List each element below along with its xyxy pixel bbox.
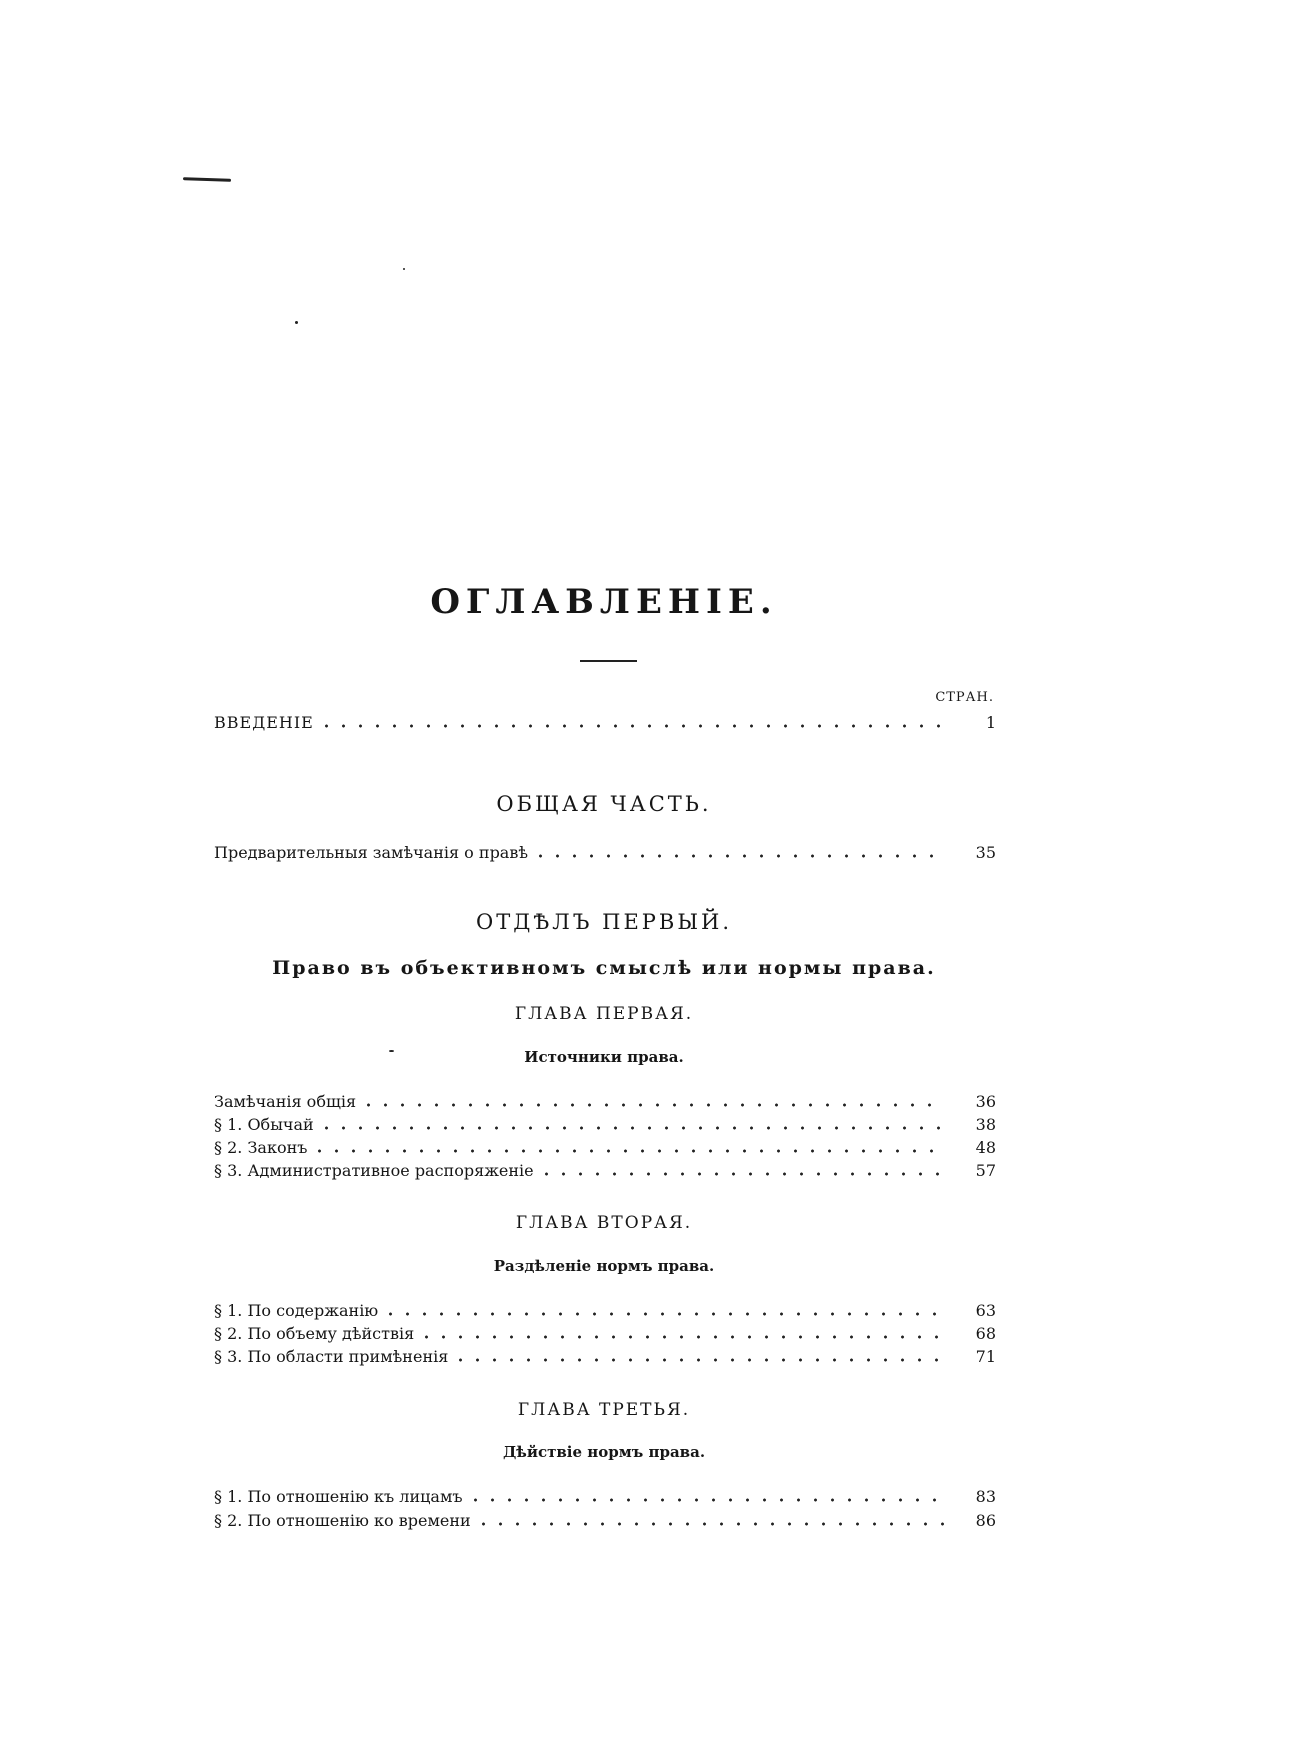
toc-entry[interactable] [214, 1110, 996, 1134]
toc-entry-page: 48 [975, 1138, 996, 1157]
title-divider [580, 660, 637, 662]
toc-entry-label: ВВЕДЕНІЕ [214, 713, 314, 732]
toc-entry-label: § 2. Законъ [214, 1138, 308, 1157]
chapter-title: ГЛАВА ПЕРВАЯ. [514, 1004, 694, 1024]
toc-entry-page: 68 [975, 1324, 996, 1343]
toc-entry-page: 83 [975, 1487, 996, 1506]
section-subtitle: Право въ объективномъ смыслѣ или нормы права. [272, 957, 936, 979]
toc-entry-label: Замѣчанія общія [214, 1092, 357, 1111]
toc-entry-page: 86 [975, 1511, 996, 1530]
print-mark-dot [403, 268, 405, 270]
dot-leader [475, 1522, 944, 1526]
page-column-header: СТРАН. [935, 690, 994, 705]
toc-entry-page: 36 [975, 1092, 996, 1111]
toc-entry[interactable] [214, 1482, 996, 1506]
chapter-title: ГЛАВА ТРЕТЬЯ. [517, 1400, 691, 1420]
toc-entry-label: § 1. По отношенію къ лицамъ [214, 1487, 463, 1506]
chapter-subtitle: Дѣйствіе нормъ права. [502, 1443, 706, 1461]
toc-entry-label: § 1. Обычай [214, 1115, 314, 1134]
chapter-subtitle: Раздѣленіе нормъ права. [493, 1257, 715, 1275]
toc-entry-label: § 1. По содержанію [214, 1301, 379, 1320]
toc-entry-page: 35 [975, 843, 996, 862]
dot-leader [360, 1103, 944, 1107]
dot-leader [382, 1312, 944, 1316]
toc-entry[interactable] [214, 1133, 996, 1157]
toc-entry[interactable] [214, 1156, 996, 1180]
dot-leader [318, 1126, 944, 1130]
dot-leader [538, 1172, 944, 1176]
toc-entry[interactable] [214, 1087, 996, 1111]
dot-leader [467, 1498, 944, 1502]
toc-entry[interactable] [214, 838, 996, 862]
toc-entry-label: § 2. По отношенію ко времени [214, 1511, 471, 1530]
dot-leader [311, 1149, 944, 1153]
toc-entry-label: § 3. Административное распоряженіе [214, 1161, 534, 1180]
dot-leader [452, 1358, 944, 1362]
toc-entry[interactable] [214, 1506, 996, 1530]
toc-entry[interactable] [214, 1296, 996, 1320]
toc-entry-page: 38 [975, 1115, 996, 1134]
toc-entry-label: § 3. По области примѣненія [214, 1347, 449, 1366]
toc-entry-page: 57 [975, 1161, 996, 1180]
toc-entry[interactable] [214, 708, 996, 732]
print-mark-dash [183, 177, 231, 182]
part-title: ОБЩАЯ ЧАСТЬ. [496, 792, 712, 816]
dot-leader [418, 1335, 944, 1339]
page-title: ОГЛАВЛЕНІЕ. [430, 582, 778, 622]
chapter-subtitle: Источники права. [524, 1048, 684, 1066]
toc-entry[interactable] [214, 1319, 996, 1343]
chapter-title: ГЛАВА ВТОРАЯ. [515, 1213, 693, 1233]
dot-leader [318, 724, 944, 728]
toc-entry[interactable] [214, 1342, 996, 1366]
toc-entry-page: 71 [975, 1347, 996, 1366]
toc-entry-page: 63 [975, 1301, 996, 1320]
print-mark-dot [295, 321, 298, 324]
section-title: ОТДѢЛЪ ПЕРВЫЙ. [475, 910, 733, 934]
toc-entry-page: 1 [985, 713, 996, 732]
dot-leader [532, 854, 944, 858]
toc-entry-label: Предварительныя замѣчанія о правѣ [214, 843, 528, 862]
toc-entry-label: § 2. По объему дѣйствія [214, 1324, 415, 1343]
